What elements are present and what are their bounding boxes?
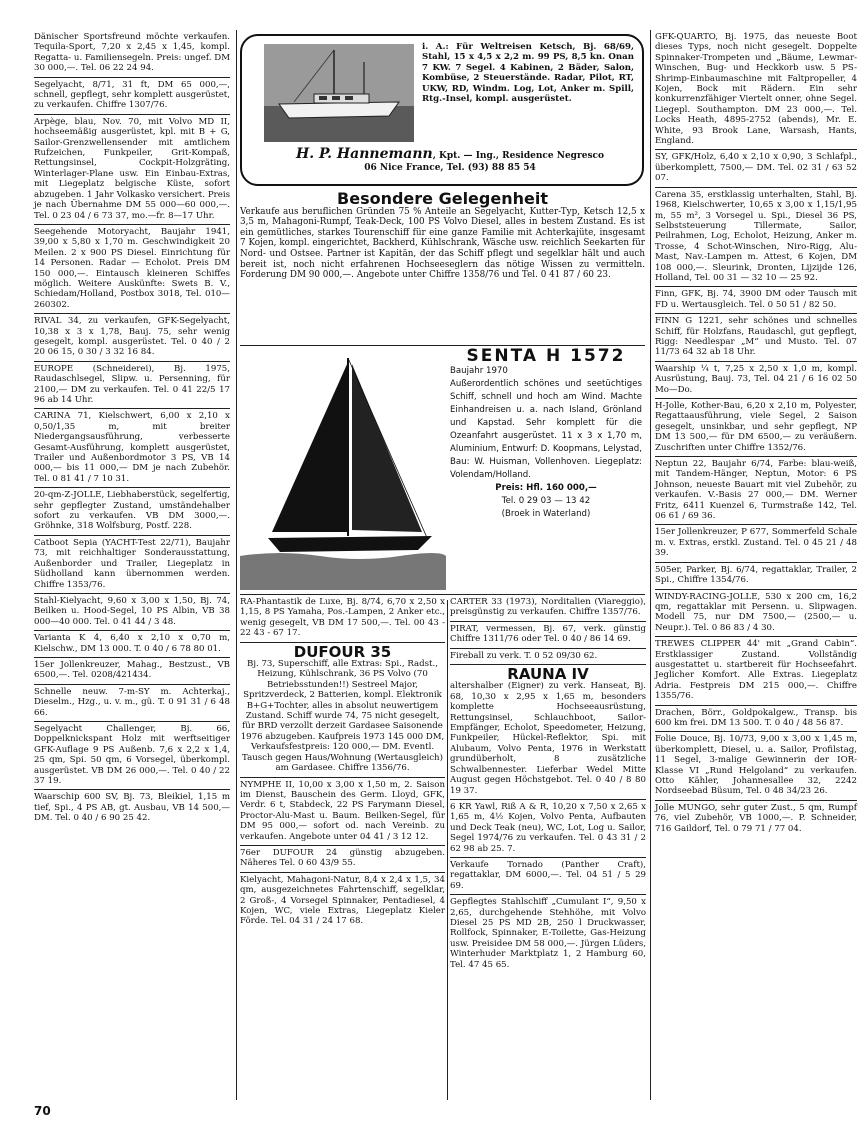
senta-ad xyxy=(240,345,645,595)
boxed-ad-signature xyxy=(280,148,620,174)
classified-ad: Verkaufe Tornado (Panther Craft), regattaklar, DM 6000,—. Tel. 04 51 / 5 29 69. xyxy=(450,858,646,895)
classified-ad: 505er, Parker, Bj. 6/74, regattaklar, Trailer, 2 Spi., Chiffre 1354/76. xyxy=(655,563,857,590)
classified-ad: 15er Jollenkreuzer, Mahag., Bestzust., VB 6500,—. Tel. 0208/421434. xyxy=(34,658,230,685)
sailboat-photo xyxy=(240,350,446,590)
classified-ad: Finn, GFK, Bj. 74, 3900 DM oder Tausch mit FD u. Wertausgleich. Tel. 0 50 51 / 82 50. xyxy=(655,287,857,314)
signature-name: H. P. Hannemann xyxy=(296,146,433,162)
classified-ad: 20-qm-Z-JOLLE, Liebhaberstück, segelfertig, sehr gepflegter Zustand, umständehalber sofort zu verkaufen. VB DM 3000,—. Gröhnke, 318 Wolfsburg, Postf. 228. xyxy=(34,488,230,536)
page-number: 70 xyxy=(34,1104,51,1118)
classified-ad: 76er DUFOUR 24 günstig abzugeben. Näheres Tel. 0 60 43/9 55. xyxy=(240,846,445,873)
boxed-ad-ketsch xyxy=(240,34,644,186)
senta-ad-text xyxy=(450,346,642,521)
column-rule xyxy=(236,30,237,1100)
column-rule xyxy=(650,30,651,1100)
dufour-ad xyxy=(240,643,445,778)
rauna-ad xyxy=(450,665,646,800)
ad-headline: DUFOUR 35 xyxy=(293,642,392,661)
classified-ad: RIVAL 34, zu verkaufen, GFK-Segelyacht, 10,38 x 3 x 1,78, Bauj. 75, sehr wenig gesegelt, kompl. ausgerüstet. Tel. 0 40 / 2 20 06 15, 0 30 / 3 32 16 84. xyxy=(34,314,230,362)
classified-ad: Neptun 22, Baujahr 6/74, Farbe: blau-weiß, mit Tandem-Hänger, Neptun, Motor: 6 PS Johnson, neueste Bauart mit viel Zubehör, zu verkaufen. V.-Basis 27 000,— DM. Werner Fritz, 6411 Kuenzel 6, Turmstraße 142, Tel. 06 61 / 69 36. xyxy=(655,457,857,525)
senta-tel: Tel. 0 29 03 — 13 42 xyxy=(501,496,591,506)
boxed-ad-text: i. A.: Für Weltreisen Ketsch, Bj. 68/69, Stahl, 15 x 4,5 x 2,2 m. 99 PS, 8,5 kn. Onan 7 KW. 7 Segel. 4 Kabinen, 2 Bäder, Salon, Kombüse, 2 Steuerstände. Radar, Pilot, RT, UKW, RD, Windm. Log, Lot, Anker m. Spill, Rtg.-Insel, kompl. ausgerüstet. xyxy=(422,42,634,105)
senta-body: Außerordentlich schönes und seetüchtiges Schiff, schnell und hoch am Wind. Machte Einhandreisen u. a. nach Island, Grönland und Kapstad. Sehr komplett für die Ozeanfahrt ausgerüstet. 11 x 3 x 1,70 m, Aluminium, Entwurf: D. Koopmans, Lelystad, Bau: W. Huisman, Vollenhoven. Liegeplatz: Volendam/Holland. xyxy=(450,379,642,480)
ad-headline: RAUNA IV xyxy=(507,665,589,684)
classified-ad: Jolle MUNGO, sehr guter Zust., 5 qm, Rumpf 76, viel Zubehör, VB 1000,—. P. Schneider, 716 Gaildorf, Tel. 0 79 71 / 77 04. xyxy=(655,802,857,834)
classified-ad: Segelyacht Challenger, Bj. 66, Doppelknickspant Holz mit werftseitiger GFK-Auflage 9 PS Außenb. 7,6 x 2,2 x 1,4, 25 qm, Spi. 50 qm, 6 Vorsegel, überkompl. ausgerüstet. VB DM 26 000,—. Tel. 0 40 / 22 37 19. xyxy=(34,722,230,790)
classified-ad: Folie Douce, Bj. 10/73, 9,00 x 3,00 x 1,45 m, überkomplett, Diesel, u. a. Sailor, Profilstag, 11 Segel, 3-malige Gewinnerin der IOR-Klasse VI „Rund Helgoland“ zu verkaufen. Otto Kähler, Johannesallee 32, 2242 Nordseebad Büsum, Tel. 0 48 34/23 26. xyxy=(655,732,857,800)
ad-body: Verkaufe aus beruflichen Gründen 75 % Anteile an Segelyacht, Kutter-Typ, Ketsch 12,5 x 3,5 m, Mahagoni-Rumpf, Teak-Deck, 100 PS Volvo Diesel, alles in bestem Zustand. Es ist ein gemütliches, starkes Tourenschiff für eine ganze Familie mit Achterkajüte, insgesamt 7 Kojen, kompl. eingerichtet, Backherd, Kühlschrank, Wäsche usw. reichlich Seekarten für Nord- und Ostsee. Partner ist Kapitän, der das Schiff pflegt und segelklar hält und auch bereit ist, noch nicht erfahrenen Hochseeseglern das nötige Wissen zu vermitteln. Forderung DM 90 000,—. Angebote unter Chiffre 1358/76 und Tel. 0 41 87 / 60 23. xyxy=(240,206,645,281)
classified-ad: EUROPE (Schneiderei), Bj. 1975, Raudaschlsegel, Slipw. u. Persenning, für 2100,— DM zu verkaufen. Tel. 0 41 22/5 17 96 ab 14 Uhr. xyxy=(34,362,230,410)
signature-title: , Kpt. — Ing., Residence Negresco xyxy=(432,151,604,161)
senta-headline: SENTA H 1572 xyxy=(466,346,626,366)
yacht-photo xyxy=(264,44,414,142)
classified-ad: Fireball zu verk. T. 0 52 09/30 62. xyxy=(450,649,646,665)
classified-ad: Schnelle neuw. 7-m-SY m. Achterkaj., Dieselm., Hzg., u. v. m., gü. T. 0 91 31 / 6 48 66. xyxy=(34,685,230,722)
classified-ad: Varianta K 4, 6,40 x 2,10 x 0,70 m, Kielschw., DM 13 000. T. 0 40 / 6 78 80 01. xyxy=(34,631,230,658)
classified-ad: Segelyacht, 8/71, 31 ft, DM 65 000,—, schnell, gepflegt, sehr komplett ausgerüstet, zu verkaufen. Chiffre 1307/76. xyxy=(34,78,230,115)
classified-ad: Arpège, blau, Nov. 70, mit Volvo MD II, hochseemäßig ausgerüstet, kpl. mit B + G, Sailor-Grenzwellensender mit amtlichem Rufzeichen, Funkpeiler, Grit-Kompaß, Rettungsinsel, Cockpit-Holzgräting, Winterlager-Plane usw. Ein Einbau-Extras, mit Liegeplatz belgische Küste, sofort abzugeben. 1 Jahr Volkasko versichert. Preis je nach Übernahme DM 55 000—60 000,—. Tel. 0 23 04 / 6 73 37, mo.—fr. 8—17 Uhr. xyxy=(34,115,230,225)
senta-year: Baujahr 1970 xyxy=(450,366,508,376)
classified-ad: GFK-QUARTO, Bj. 1975, das neueste Boot dieses Typs, noch nicht gesegelt. Doppelte Spinnaker-Trompeten und „Bäume, Lewmar-Winschen, Bug- und Heckkorb usw. 5 PS-Shrimp-Einbaumaschine mit Faltpropeller, 4 Kojen, Bock mit Rädern. Ein sehr konkurrenzfähiger Viertelt onner, ohne Segel. Liegepl. Southampton. DM 23 000,—. Tel. Locks Heath, 4895-2752 (abends), Mr. E. White, 93 Brook Lane, Warsash, Hants, England. xyxy=(655,30,857,150)
column-rule xyxy=(447,600,448,1100)
classified-ad: 15er Jollenkreuzer, P 677, Sommerfeld Schale m. v. Extras, erstkl. Zustand. Tel. 0 45 21 / 48 39. xyxy=(655,525,857,562)
classified-ad: TREWES CLIPPER 44' mit „Grand Cabin“. Erstklassiger Zustand. Vollständig ausgestattet u. startbereit für Hochseefahrt. Jeglicher Komfort. Alle Extras. Liegeplatz Adria. Festpreis DM 215 000,—. Chiffre 1355/76. xyxy=(655,637,857,705)
ad-headline: Besondere Gelegenheit xyxy=(337,189,548,208)
classified-ad: SY, GFK/Holz, 6,40 x 2,10 x 0,90, 3 Schlafpl., überkomplett, 7500,— DM. Tel. 02 31 / 63 52 07. xyxy=(655,150,857,187)
column-3 xyxy=(450,595,646,973)
classified-ad: PIRAT, vermessen, Bj. 67, verk. günstig Chiffre 1311/76 oder Tel. 0 40 / 86 14 69. xyxy=(450,622,646,649)
classified-ad: Stahl-Kielyacht, 9,60 x 3,00 x 1,50, Bj. 74, Beilken u. Hood-Segel, 10 PS Albin, VB 38 000—40 000. Tel. 0 41 44 / 3 48. xyxy=(34,594,230,631)
classified-ad: Drachen, Börr., Goldpokalgew., Transp. bis 600 km frei. DM 13 500. T. 0 40 / 48 56 87. xyxy=(655,706,857,733)
classified-ad: Carena 35, erstklassig unterhalten, Stahl, Bj. 1968, Kielschwerter, 10,65 x 3,00 x 1,15/1,95 m, 55 m², 3 Vorsegel u. Spi., Diesel 36 PS, Selbststeuerung Tillermate, Sailor, Peilrahmen, Log, Echolot, Heizung, Anker m. Trosse, 4 Schot-Winschen, Niro-Rigg, Alu-Mast, Nav.-Lampen m. Attest, 6 Kojen, DM 108 000,—. Sleurink, Dronten, Lijzijde 126, Holland, Tel. 00 31 — 32 10 — 25 92. xyxy=(655,188,857,288)
classified-ad: H-Jolle, Kother-Bau, 6,20 x 2,10 m, Polyester, Regattaausführung, viele Segel, 2 Saison gesegelt, unsinkbar, und sehr gepflegt, NP DM 13 500,— für DM 6500,— zu veräußern. Zuschriften unter Chiffre 1352/76. xyxy=(655,399,857,457)
senta-price: Preis: Hfl. 160 000,— xyxy=(495,483,597,493)
classified-ad: CARTER 33 (1973), Norditalien (Viareggio), preisgünstig zu verkaufen. Chiffre 1357/76. xyxy=(450,595,646,622)
classified-ad: Gepflegtes Stahlschiff „Cumulant I“, 9,50 x 2,65, durchgehende Stehhöhe, mit Volvo Diesel 25 PS MD 2B, 250 l Druckwasser, Rollfock, Spinnaker, E-Toilette, Gas-Heizung usw. Preisidee DM 58 000,—. Jürgen Lüders, Winterhuder Marktplatz 1, 2 Hamburg 60, Tel. 47 45 65. xyxy=(450,897,646,970)
classified-ad: Waarship ¼ t, 7,25 x 2,50 x 1,0 m, kompl. Ausrüstung, Bauj. 73, Tel. 04 21 / 6 16 02 50 Mo—Do. xyxy=(655,362,857,399)
classified-ad: 6 KR Yawl, Riß A & R, 10,20 x 7,50 x 2,65 x 1,65 m, 4½ Kojen, Volvo Penta, Aufbauten und Deck Teak (neu), WC, Lot, Log u. Sailor, Segel 1974/76 zu verkaufen. Tel. 0 43 31 / 2 62 98 ab 25. 7. xyxy=(450,800,646,858)
classified-ad: Dänischer Sportsfreund möchte verkaufen. Tequila-Sport, 7,20 x 2,45 x 1,45, kompl. Regatta- u. Familiensegeln. Preis: ungef. DM 30 000,—. Tel. 06 22 24 94. xyxy=(34,30,230,78)
classified-ad: Waarschip 600 SV, Bj. 73, Bleikiel, 1,15 m tief, Spi., 4 PS AB, gt. Ausbau, VB 14 500,— DM. Tel. 0 40 / 6 90 25 42. xyxy=(34,792,230,824)
classified-ad: Seegehende Motoryacht, Baujahr 1941, 39,00 x 5,80 x 1,70 m. Geschwindigkeit 20 Meilen. 2 x 900 PS Diesel. Einrichtung für 14 Personen. Radar — Echolot. Preis DM 150 000,—. Eintausch kleineren Schiffes möglich. Weitere Auskünfte: Swets B. V., Schiedam/Holland, Postbox 3018, Tel. 010—260302. xyxy=(34,225,230,314)
classified-ad: CARINA 71, Kielschwert, 6,00 x 2,10 x 0,50/1,35 m, mit breiter Niedergangsausführung, verbesserte Gesamt-Ausführung, komplett ausgerüstet, Trailer und Außenbordmotor 3 PS, VB 14 000,— bis 11 000,— DM je nach Zubehör. Tel. 0 81 41 / 7 10 31. xyxy=(34,409,230,488)
ad-body: Bj. 73, Superschiff, alle Extras: Spi., Radst., Heizung, Kühlschrank, 36 PS Volvo (70 Betriebsstunden!!) Sestreel Major, Spritzverdeck, 2 Batterien, kompl. Elektronik B+G+Tochter, alles in absolut neuwertigem Zustand. Schiff wurde 74, 75 nicht gesegelt, für BRD verzollt derzeit Gardasee Saisonende 1976 abzugeben. Kaufpreis 1973 145 000 DM, Verkaufsfestpreis: 120 000,— DM. Eventl. Tausch gegen Haus/Wohnung (Wertausgleich) am Gardasee. Chiffre 1356/76. xyxy=(240,659,445,774)
column-1 xyxy=(34,30,230,827)
classified-ad: Catboot Sepia (YACHT-Test 22/71), Baujahr 73, mit reichhaltiger Sonderausstattung, Außenborder und Trailer, Liegeplatz in Südholland kann übernommen werden. Chiffre 1353/76. xyxy=(34,536,230,594)
ad-body: altershalber (Eigner) zu verk. Hanseat, Bj. 68, 10,30 x 2,95 x 1,65 m, besonders komplette Hochseeausrüstung, Rettungsinsel, Schlauchboot, Sailor-Empfänger, Echolot, Speedometer, Heizung, Funkpeiler, Hückel-Reflektor, Spi. mit Alubaum, Volvo Penta, 1976 in Werkstatt grundüberholt, 8 zusätzliche Schwalbennester. Lieferbar Wedel Mitte August gegen Höchstgebot. Tel. 0 40 / 8 80 19 37. xyxy=(450,681,646,796)
column-4 xyxy=(655,30,857,837)
classified-ad: FINN G 1221, sehr schönes und schnelles Schiff, für Holzfans, Raudaschl, gut gepflegt, Rigg: Needlespar „M“ und Musto. Tel. 07 11/73 64 32 ab 18 Uhr. xyxy=(655,314,857,362)
classified-ad: RA-Phantastik de Luxe, Bj. 8/74, 6,70 x 2,50 x 1,15, 8 PS Yamaha, Pos.-Lampen, 2 Anker etc., wenig gesegelt, VB DM 17 500,—. Tel. 00 43 - 22 43 - 67 17. xyxy=(240,595,445,643)
classified-ad: WINDY-RACING-JOLLE, 530 x 200 cm, 16,2 qm, regattaklar mit Persenn. u. Slipwagen. Modell 75, nur DM 7500,— (2500,— u. Neupr.). Tel. 0 86 83 / 4 30. xyxy=(655,590,857,638)
besondere-gelegenheit-ad xyxy=(240,189,645,281)
column-2 xyxy=(240,595,445,930)
senta-location: (Broek in Waterland) xyxy=(501,509,591,519)
classified-ad: NYMPHE II, 10,00 x 3,00 x 1,50 m, 2. Saison im Dienst, Bauschein des Germ. Lloyd, GFK, Verdr. 6 t, Stabdeck, 22 PS Farymann Diesel, Proctor-Alu-Mast u. Baum. Beilken-Segel, für DM 95 000,— sofort od. nach Vereinb. zu verkaufen. Angebote unter 04 41 / 3 12 12. xyxy=(240,778,445,846)
signature-address: 06 Nice France, Tel. (93) 88 85 54 xyxy=(364,163,536,173)
classified-ad: Kielyacht, Mahagoni-Natur, 8,4 x 2,4 x 1,5, 34 qm, ausgezeichnetes Fahrtenschiff, segelklar, 2 Groß-, 4 Vorsegel Spinnaker, Pentadiesel, 4 Kojen, WC, viele Extras, Liegeplatz Kieler Förde. Tel. 04 31 / 24 17 68. xyxy=(240,874,445,927)
